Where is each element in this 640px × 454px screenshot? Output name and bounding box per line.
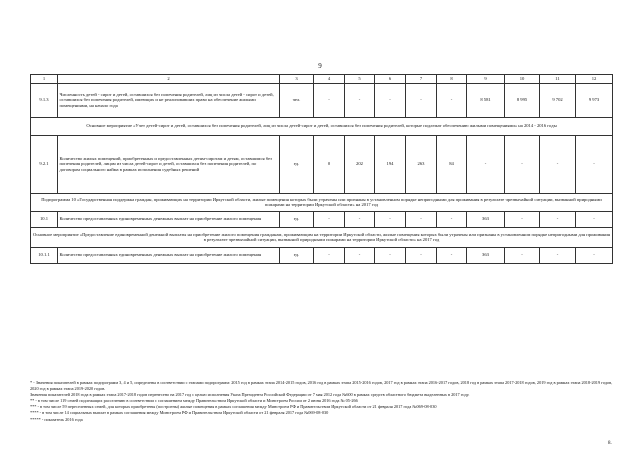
header-cell: 10 — [505, 75, 540, 84]
value-cell: - — [437, 83, 467, 117]
value-cell: - — [540, 135, 576, 193]
value-cell: - — [314, 247, 345, 263]
footnote: **** - в том числе 14 социальных выплат в рамках соглашения между Минстроем РФ и Правительством Иркутской области от 21 февраля 2017 года №069-08-030 — [30, 410, 329, 416]
header-cell: 7 — [406, 75, 437, 84]
header-cell: 11 — [540, 75, 576, 84]
main-measure-heading: Основное мероприятие «Учет детей-сирот и детей, оставшихся без попечения родителей, лиц из числа детей-сирот и детей, оставшихся без попечения родителей, которые подлежат обеспечению жилыми помещениями» на 2014 - 2016 годы — [31, 117, 613, 135]
value-cell: - — [314, 83, 345, 117]
table-row — [31, 83, 613, 117]
value-cell: 363 — [467, 211, 505, 227]
table-row — [31, 211, 613, 227]
row-number: 9.2.1 — [31, 135, 58, 193]
page-number: 9 — [318, 62, 322, 70]
value-cell: 194 — [375, 135, 406, 193]
value-cell: 9 702 — [540, 83, 576, 117]
section-row — [31, 193, 613, 211]
row-number: 10.1.1 — [31, 247, 58, 263]
header-cell: 9 — [467, 75, 505, 84]
value-cell: - — [345, 211, 375, 227]
value-cell: - — [540, 211, 576, 227]
value-cell: - — [437, 247, 467, 263]
main-measure-heading: Основное мероприятие «Предоставление единовременной денежной выплаты на приобретение жилого помещения гражданам, проживающим на территории Иркутской области, жилые помещения которых были утрачены или признаны в установленном порядке непригодными для проживания в результате чрезвычайной ситуации, вызванной природными пожарами на территории Иркутской области» на 2017 год — [31, 227, 613, 247]
subprogram-heading: Подпрограмма 10 «Государственная поддержка граждан, проживающих на территории Иркутской области, жилые помещения которых были утрачены или признаны в установленном порядке непригодными для проживания в результате чрезвычайной ситуации, вызванной природными пожарами на территории Иркутской области» на 2017 год — [31, 193, 613, 211]
value-cell: 8 581 — [467, 83, 505, 117]
header-cell: 5 — [345, 75, 375, 84]
value-cell: - — [505, 135, 540, 193]
value-cell: - — [576, 247, 613, 263]
value-cell: - — [406, 83, 437, 117]
row-unit: ед. — [280, 211, 314, 227]
value-cell: - — [406, 211, 437, 227]
row-description: Численность детей - сирот и детей, оставшихся без попечения родителей, лиц из числа детей - сирот и детей, оставшихся без попечения родителей, имеющих и не реализовавших право на обеспечение жилыми помещениями, на начало года — [58, 83, 280, 117]
value-cell: - — [375, 83, 406, 117]
header-cell: 8 — [437, 75, 467, 84]
value-cell: 202 — [345, 135, 375, 193]
row-number: 9.1.3 — [31, 83, 58, 117]
row-unit: чел. — [280, 83, 314, 117]
value-cell: 0 — [314, 135, 345, 193]
indicators-table — [30, 74, 613, 264]
header-cell: 2 — [58, 75, 280, 84]
footnote: *** - в том числе 59 переселенных семей, для которых приобретены (построены) жилые помещения в рамках соглашения между Минстроем РФ и Правительством Иркутской области от 21 февраля 2017 года №069-08-030 — [30, 404, 437, 410]
value-cell: - — [314, 211, 345, 227]
row-number: 10.1 — [31, 211, 58, 227]
value-cell: 363 — [467, 247, 505, 263]
row-unit: ед. — [280, 247, 314, 263]
section-row — [31, 117, 613, 135]
value-cell: - — [576, 211, 613, 227]
table-row — [31, 247, 613, 263]
footnote: Значения показателей 2018 года в рамках этапа 2017-2018 годов перенесено на 2017 год с целью исполнения Указа Президента Российской Федерации от 7 мая 2012 года №600 в рамках средств областного бюджета выделенных в 2017 году. — [30, 392, 470, 398]
header-cell: 6 — [375, 75, 406, 84]
value-cell: - — [345, 247, 375, 263]
header-row — [31, 75, 613, 84]
value-cell: - — [375, 211, 406, 227]
row-description: Количество жилых помещений, приобретенных и предоставленных детям-сиротам и детям, оставшимся без попечения родителей, лицам из числа детей-сирот и детей, оставшихся без попечения родителей, по договорам социального найма в рамках исполнения судебных решений — [58, 135, 280, 193]
value-cell: - — [505, 247, 540, 263]
section-row — [31, 227, 613, 247]
value-cell: 84 — [437, 135, 467, 193]
value-cell: - — [437, 211, 467, 227]
value-cell: 8 995 — [505, 83, 540, 117]
row-unit: ед. — [280, 135, 314, 193]
row-description: Количество предоставленных единовременных денежных выплат на приобретение жилого помещения — [58, 247, 280, 263]
corner-mark: 8. — [608, 441, 612, 446]
value-cell: 9 973 — [576, 83, 613, 117]
value-cell: 263 — [406, 135, 437, 193]
footnote: ***** - показатель 2016 года — [30, 416, 83, 422]
value-cell: - — [505, 211, 540, 227]
footnote: ** - в том числе 119 семей подлежащих расселению в соответствии с соглашением между Правительством Иркутской области и Минстроем России от 2 июня 2016 года № 05-266 — [30, 398, 358, 404]
row-description: Количество предоставленных единовременных денежных выплат на приобретение жилого помещения — [58, 211, 280, 227]
header-cell: 4 — [314, 75, 345, 84]
header-cell: 3 — [280, 75, 314, 84]
value-cell: - — [345, 83, 375, 117]
value-cell: - — [375, 247, 406, 263]
value-cell: - — [406, 247, 437, 263]
footnote: * - Значения показателей в рамках подпрограмм 3, 4 и 5, определены в соответствии с этапами подпрограмм: 2015 год в рамках этапа 2014-2015 годов, 2016 год в рамках этапа 2015-2016 годов, 2017 год в рамках этапа 2016-2017 годов, 2018 год в рамках этапа 2017-2018 годов, 2019 год в рамках этапа 2018-2019 годов, 2020 год в рамках этапа 2019-2020 годов. — [30, 380, 613, 392]
value-cell: - — [576, 135, 613, 193]
value-cell: - — [540, 247, 576, 263]
footnotes — [30, 380, 620, 423]
value-cell: - — [467, 135, 505, 193]
table-row — [31, 135, 613, 193]
header-cell: 1 — [31, 75, 58, 84]
header-cell: 12 — [576, 75, 613, 84]
